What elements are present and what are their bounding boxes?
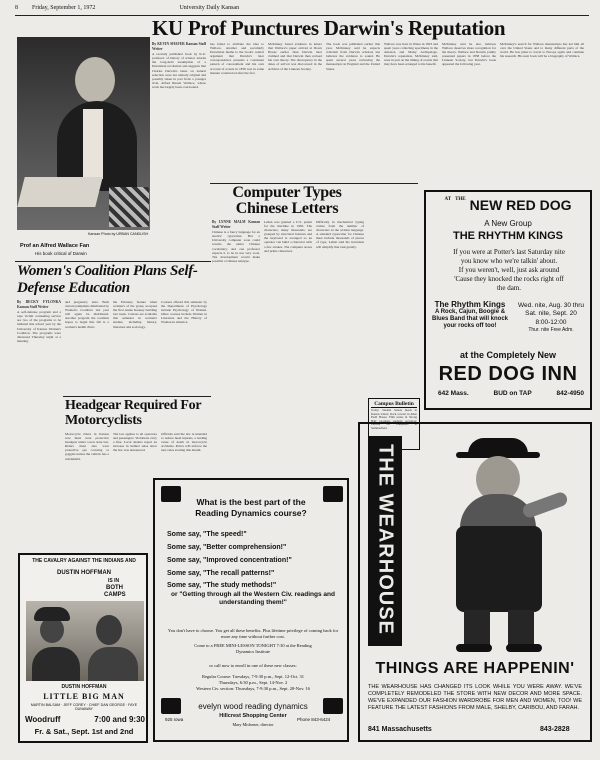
reading-contact: Mary Michener, director (232, 722, 274, 727)
darwin-col-1: By KEVIN SHAFER Kansan Staff Writer A recently published book by K.U. professor of history of science attacks the long-held assumption of a Darwinian revolution and suggests that Charles Darwin's ideas on natural selection were not entirely original and possibly taken in part from a younger rival, Alfred Russel Wallace, whose work has largely been overlooked. (152, 42, 206, 89)
reading-class: Western Civ. section: Thursdays, 7-9:30 p.m., Sept. 28-Nov. 16 (196, 686, 310, 691)
book-icon (323, 486, 343, 502)
reddog-verse (432, 248, 586, 293)
darwin-headline: KU Prof Punctures Darwin's Reputation (152, 16, 506, 40)
womens-byline: By BECKY FYLONKA Kansan Staff Writer (17, 300, 61, 309)
reading-dynamics-ad (153, 478, 349, 742)
movie-illustration (26, 601, 144, 681)
movie-times: 7:00 and 9:30 (94, 715, 145, 724)
reading-quote: Some say, "The speed!" (167, 531, 247, 538)
reddog-left-block (432, 300, 508, 330)
wearhouse-slogan: THINGS ARE HAPPENIN' (375, 660, 575, 677)
reddog-venue: RED DOG INN (438, 363, 578, 385)
movie-film: LITTLE BIG MAN (43, 692, 125, 701)
reddog-right-block (514, 302, 588, 333)
darwin-col-4: The book was published earlier this year. McKinney said he expects criticism from Darwin scholars but believes the evidence is sound. He spent several years reviewing the manuscripts in England and the United States. (326, 42, 380, 71)
darwin-caption-title: Prof an Alfred Wallace Fan (20, 243, 90, 249)
reading-quote: or "Getting through all the Western Civ. readings and understanding them!" (171, 591, 335, 606)
movie-ad (18, 553, 148, 743)
chinese-col-3: Difficulty in mechanical typing comes from the number of characters in the written language. A standard typewriter for Chinese must include thousands of pieces of type. Lehan said his invention will simplify that task greatly. (316, 220, 364, 249)
divider (15, 261, 211, 262)
darwin-col-5: Wallace was born in Wales in 1823 and spent years collecting specimens in the Amazon and Malay Archipelago. Darwin's reputation, McKinney said, rests in part on the timing of events that may have been arranged to his benefit. (384, 42, 438, 67)
darwin-col-2: has failed to attribute the idea to Wallace. Another and peculiarly Darwinian theme is the book's central argument that Darwin's later correspondence presents a consistent pattern of concealment and his own account of events in 1858 was in some manner constructed after the fact. (210, 42, 264, 75)
folio-page: 8 (15, 5, 18, 11)
reddog-address: 642 Mass. (438, 390, 469, 397)
folio-date: Friday, September 1, 1972 (32, 5, 96, 11)
darwin-col-3: McKinney found evidence in letters that Wallace's paper arrived at Down House earlier than Darwin later claimed and that Darwin then revised his own theory. The discrepancy in the dates of arrival was discovered in the archives of the Linnean Society. (268, 42, 322, 71)
red-dog-ad (424, 190, 592, 410)
womens-col-1: By BECKY FYLONKA Kansan Staff Writer A self-defense program and a rape victim counseling service are two of the programs to be initiated this school year by the University of Kansas Women's Coalition. The programs were discussed Thursday night at a meeting. (17, 300, 61, 343)
reading-quote: Some say, "The study methods!" (167, 582, 277, 589)
reddog-phone: 842-4950 (556, 390, 584, 397)
reddog-dates: Wed. nite, Aug. 30 thru Sat. nite, Sept. 20 (517, 302, 584, 317)
movie-credits: MARTIN BALSAM · JEFF COREY · CHIEF DAN GEORGE · FAYE DUNAWAY (30, 703, 138, 712)
darwin-byline: By KEVIN SHAFER Kansan Staff Writer (152, 42, 206, 51)
darwin-photo-credit: Kansan Photo by URBAN CANDLISH (88, 232, 149, 236)
darwin-caption-sub: His book critical of Darwin (35, 251, 87, 256)
wearhouse-address: 841 Massachusetts (368, 726, 432, 733)
divider (210, 183, 418, 184)
reddog-band-short: The Rhythm Kings (434, 300, 506, 309)
reddog-desc: A Rock, Cajun, Boogie & Blues Band that will knock your rocks off too! (432, 309, 509, 329)
reading-call: or call now to enroll in one of these new classes: (209, 663, 297, 668)
reddog-verse-line: If you weren't, well, just ask around (458, 266, 560, 274)
movie-theater: Woodruff (25, 715, 61, 724)
reading-class: Thursdays, 6:30 p.m., Sept. 14-Nov. 2 (218, 680, 288, 685)
folio-paper: University Daily Kansan (179, 5, 240, 11)
chinese-byline: By LYNNE MALM Kansan Staff Writer (212, 220, 260, 229)
movie-dates: Fr. & Sat., Sept. 1st and 2nd (34, 727, 134, 736)
reading-center: Hillcrest Shopping Center (219, 713, 287, 719)
reddog-footer (438, 390, 584, 397)
chinese-col-1: By LYNNE MALM Kansan Staff Writer Chinese is a fancy language for an electric typewriter. But a University computer soon could rewrite the entire Chinese vocabulary, and one professor expects it to be in use very soon. The development would make possible a Chinese teletype. (212, 220, 260, 263)
movie-title-line3: IS IN (108, 578, 120, 584)
reddog-band: THE RHYTHM KINGS (453, 230, 563, 242)
headgear-col-1: Motorcycle riders in Kansas now must wear protective headgear under a new state law. Riders must also wear protective eye covering or goggles unless the vehicle has a windshield. (65, 432, 109, 461)
reading-address: 925 Iowa (165, 717, 184, 722)
wearhouse-phone: 843-2828 (540, 726, 570, 733)
book-icon (161, 486, 181, 502)
chinese-col-2: Lehan was granted a U.S. patent for the machine in 1965. The characters, many thousands, are grouped by structural features and the keyboard is arranged so an operator can build a character with a few strokes. The computer stores and prints characters. (264, 220, 312, 253)
movie-title-line1: THE CAVALRY AGAINST THE INDIANS AND (32, 558, 136, 564)
reddog-admission: Thur. nite Free Adm. (528, 327, 574, 333)
reading-headline: What is the best part of the Reading Dynamics course? (195, 497, 307, 518)
bulletin-title: Campus Bulletin (371, 401, 417, 408)
wearhouse-ad (358, 422, 592, 742)
chinese-headline: Computer Types Chinese Letters (232, 184, 342, 217)
reading-quotes (167, 528, 339, 607)
reading-company: evelyn wood reading dynamics (198, 702, 308, 711)
movie-title-line4: BOTH (106, 585, 123, 591)
womens-col-3: the February feature when women's of the group accepted the first Annie Kenney building last week. Courses are available this semester in women's studies, including history, literature and sociology. (113, 300, 157, 329)
reading-quote: Some say, "The recall patterns!" (167, 570, 275, 577)
book-icon (323, 698, 343, 714)
reddog-name: NEW RED DOG (469, 197, 572, 213)
divider (63, 396, 211, 397)
headgear-headline: Headgear Required For Motorcyclists (65, 398, 202, 428)
darwin-col-6: McKinney said he also believes Wallace deserves more recognition for the theory. Wallace and Darwin jointly presented papers in 1858 before the Linnean Society, but Darwin's book appeared the following year. (442, 42, 496, 67)
reddog-verse-line: 'Cause they knocked the rocks right off (454, 275, 564, 283)
reddog-group-intro: A New Group (484, 219, 532, 228)
reddog-bud: BUD on TAP (493, 390, 532, 397)
movie-title-line5: CAMPS (104, 592, 126, 598)
reddog-verse-line: you know who we're talkin' about. (460, 257, 558, 265)
book-icon (161, 698, 181, 714)
darwin-col-7: McKinney's search for Wallace manuscripts has led him all over the United States and to many different parts of the world. He has plans to travel to Europe again and continue his research. His next book will be a biography of Wallace. (500, 42, 584, 59)
reddog-verse-line: If you were at Potter's last Saturday nite (453, 248, 565, 256)
wearhouse-body: THE WEARHOUSE HAS CHANGED ITS LOOK WHILE YOU WERE AWAY. WE'VE COMPLETELY REMODELED THE STORE WITH NEW DECOR AND MORE SPACE. WE'VE EXPANDED OUR FASHION WARDROBE FOR MEN AND WOMEN, TOO! WE FEATURE THE LATEST FASHIONS FROM MALE, SHELBY, CARIBOU, AND FARAH. (368, 684, 582, 711)
reading-quote: Some say, "Improved concentration!" (167, 557, 292, 564)
movie-title-line2: DUSTIN HOFFMAN (57, 570, 111, 576)
reddog-the: THE (455, 197, 466, 202)
darwin-photo (17, 37, 150, 230)
reading-quote: Some say, "Better comprehension!" (167, 544, 287, 551)
headgear-col-3: Officials said the law is intended to reduce head injuries, a leading cause of death in motorcycle accidents. Police will enforce the new rules starting this month. (161, 432, 207, 453)
movie-showtimes (25, 715, 145, 724)
divider (15, 15, 589, 16)
womens-col-4: Courses offered this semester by the Department of Psychology include Psychology of Women. Other courses include Women in Literature and the History of Women in America. (161, 300, 207, 325)
reading-lesson: Come to a FREE MINI-LESSON TONIGHT 7:30 at the Reading Dynamics Institute (194, 643, 312, 654)
womens-headline: Women's Coalition Plans Self-Defense Education (17, 263, 198, 296)
movie-star: DUSTIN HOFFMAN (61, 684, 107, 690)
reading-class: Regular Course: Tuesdays, 7-9:30 p.m., Sept. 12-Oct. 31 (201, 674, 305, 679)
reddog-at: AT (444, 197, 452, 202)
reading-classes (165, 674, 341, 692)
reddog-verse-line: the dam. (496, 284, 522, 292)
reading-body: You don't have to choose. You get all these benefits. Plus lifetime privilege of coming back for more any time without further cost. (167, 628, 339, 639)
reading-phone: Phone 843-6424 (297, 717, 331, 722)
reddog-venue-intro: at the Completely New (459, 350, 557, 360)
wearhouse-name: THE WEARHOUSE (374, 444, 397, 635)
folio (15, 5, 585, 15)
reddog-hours: 8:00-12:00 (535, 319, 567, 326)
headgear-col-2: The law applies to all operators and passengers. Violations carry a fine. Local dealers report an increase in helmet sales since the law was announced. (113, 432, 157, 453)
musician-illustration (420, 438, 580, 653)
womens-col-2: and pregnancy tests. Both current pamphlets distributed by Women's Coalition last year will again be distributed. Another program the coalition hopes to begin this fall is a women's health clinic. (65, 300, 109, 329)
bulletin-text: Today: Student Senate meets in Kansas Union; Rock concert in Allen Field House; Film series in Strong Hall; Graduate students reception; Lecture on computers at Summerfield. (371, 409, 417, 430)
